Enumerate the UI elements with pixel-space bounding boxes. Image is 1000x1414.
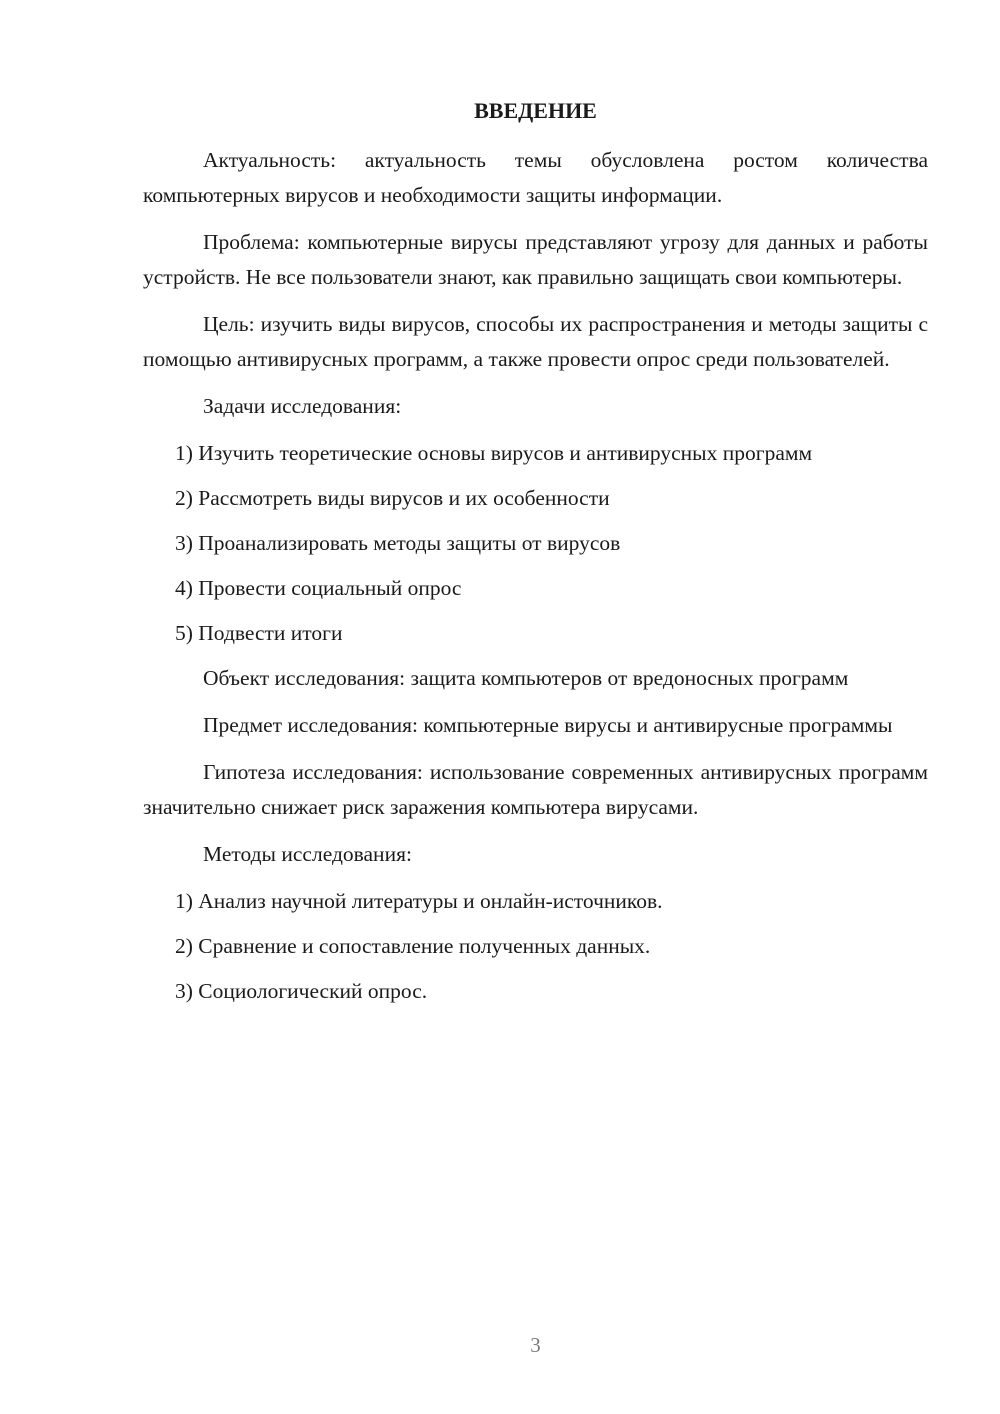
object-paragraph: Объект исследования: защита компьютеров от вредоносных программ — [203, 666, 849, 690]
subject-paragraph: Предмет исследования: компьютерные вирусы и антивирусные программы — [203, 713, 893, 737]
goal-paragraph: Цель: изучить виды вирусов, способы их распространения и методы защиты с помощью антивирусных программ, а также провести опрос среди пользователей. — [143, 312, 928, 371]
document-body — [143, 143, 928, 1019]
list-item: 2) Рассмотреть виды вирусов и их особенности — [175, 486, 610, 510]
relevance-paragraph: Актуальность: актуальность темы обусловлена ростом количества компьютерных вирусов и необходимости защиты информации. — [143, 148, 928, 207]
tasks-list — [143, 436, 928, 651]
list-item: 1) Изучить теоретические основы вирусов и антивирусных программ — [175, 441, 813, 465]
page-number: 3 — [530, 1333, 541, 1357]
list-item: 4) Провести социальный опрос — [175, 576, 462, 600]
methods-heading: Методы исследования: — [203, 842, 412, 866]
methods-list — [143, 884, 928, 1009]
problem-paragraph: Проблема: компьютерные вирусы представляют угрозу для данных и работы устройств. Не все пользователи знают, как правильно защищать свои компьютеры. — [143, 230, 928, 289]
list-item: 3) Проанализировать методы защиты от вирусов — [175, 531, 621, 555]
list-item: 1) Анализ научной литературы и онлайн-источников. — [175, 889, 663, 913]
document-page — [143, 0, 928, 1414]
section-title: ВВЕДЕНИЕ — [474, 98, 597, 123]
list-item: 5) Подвести итоги — [175, 621, 343, 645]
list-item: 2) Сравнение и сопоставление полученных данных. — [175, 934, 651, 958]
tasks-heading: Задачи исследования: — [203, 394, 402, 418]
list-item: 3) Социологический опрос. — [175, 979, 428, 1003]
hypothesis-paragraph: Гипотеза исследования: использование современных антивирусных программ значительно снижает риск заражения компьютера вирусами. — [143, 760, 928, 819]
